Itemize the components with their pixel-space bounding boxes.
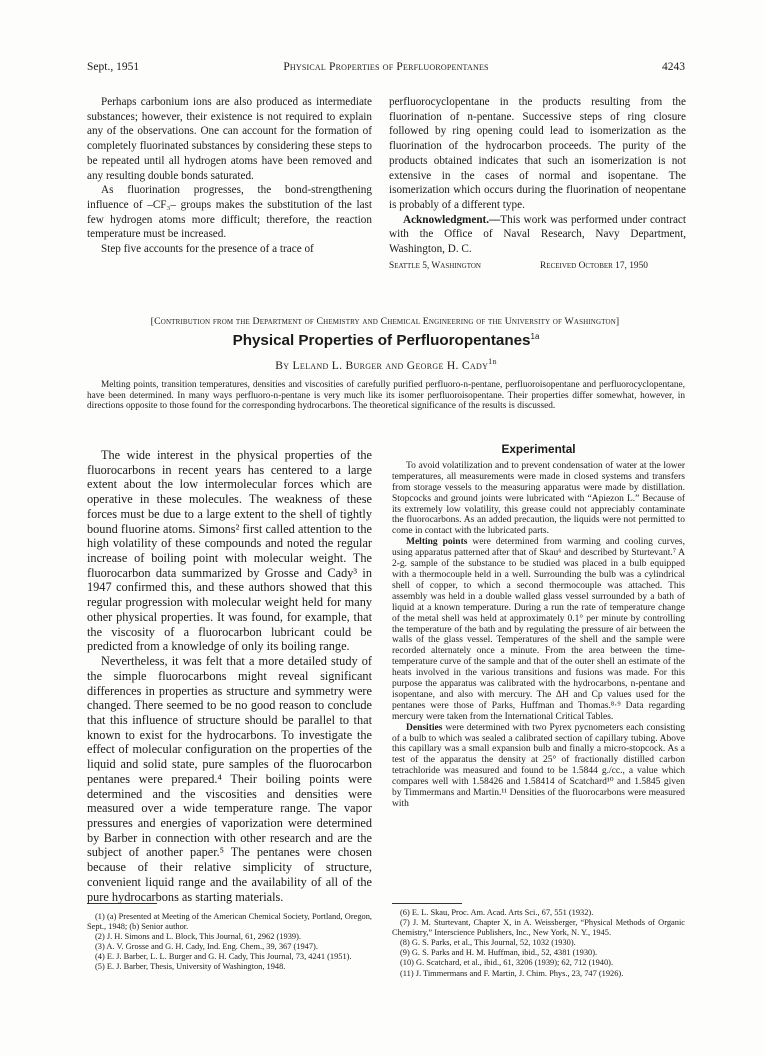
footnote: (3) A. V. Grosse and G. H. Cady, Ind. Eng. Chem., 39, 367 (1947). bbox=[95, 942, 318, 952]
footnote: (8) G. S. Parks, et al., This Journal, 52, 1032 (1930). bbox=[400, 938, 576, 948]
article-title: Physical Properties of Perfluoropentanes$^{1a}$ bbox=[232, 332, 540, 350]
author-address: Seattle 5, Washington bbox=[389, 260, 481, 271]
footnote: (10) G. Scatchard, et al., ibid., 61, 3206 (1939); 62, 712 (1940). bbox=[400, 958, 614, 968]
footnote: (6) E. L. Skau, Proc. Am. Acad. Arts Sci., 67, 551 (1932). bbox=[400, 908, 594, 917]
author-name: George H. Cady bbox=[406, 358, 489, 372]
paragraph: As fluorination progresses, the bond-strengthening influence of –CF₃– groups makes the substitution of the last few hydrogen atoms more difficult; therefore, the reaction temperature must be increased. bbox=[87, 184, 372, 241]
previous-article-left-column bbox=[87, 95, 372, 257]
acknowledgment-heading: Acknowledgment.— bbox=[403, 213, 501, 226]
paragraph: Nevertheless, it was felt that a more detailed study of the simple fluorocarbons might reveal significant differences in properties as structure and symmetry were changed. There seemed to be no good reason to conclude that this influence of structure should be parallel to that known to exist for the hydrocarbons. To investigate the effect of molecular configuration on the properties of the liquid and solid state, pure samples of the fluorocarbon pentanes were prepared.⁴ Their boiling points were determined and the viscosities and densities were measured over a wide temperature range. The vapor pressures and energies of vaporization were determined by Barber in connection with other research and are the subject of another paper.⁵ The pentanes were chosen because of their relative simplicity of structure, convenient liquid range and the availability of all of the pure hydrocarbons as starting materials. bbox=[87, 654, 372, 904]
author-footnote-marker: 1b bbox=[488, 357, 497, 366]
contribution-line: [Contribution from the Department of Chemistry and Chemical Engineering of the University of Washington] bbox=[150, 316, 620, 327]
footnote: (1) (a) Presented at Meeting of the American Chemical Society, Portland, Oregon, Sept., 1948; (b) Senior author. bbox=[87, 912, 372, 932]
footnote: (11) J. Timmermans and F. Martin, J. Chim. Phys., 23, 747 (1926). bbox=[400, 968, 624, 978]
footnote: (4) E. J. Barber, L. L. Burger and G. H. Cady, This Journal, 73, 4241 (1951). bbox=[95, 952, 352, 962]
page-number: 4243 bbox=[662, 61, 685, 73]
acknowledgment bbox=[389, 213, 686, 257]
footnote: (9) G. S. Parks and H. M. Huffman, ibid., 52, 4381 (1930). bbox=[400, 948, 598, 958]
footnotes-right bbox=[392, 908, 685, 979]
paragraph: Densities were determined with two Pyrex pycnometers each consisting of a bulb to which was sealed a calibrated section of capillary tubing. Above this capillary was a small expansion bulb and finally a micro-stopcock. As a test of the apparatus the density at 25° of fractionally distilled carbon tetrachloride was measured and found to be 1.5844 g./cc., a value which compares well with 1.58426 and 1.58414 of Scatchard¹⁰ and 1.5845 given by Timmermans and Martin.¹¹ Densities of the fluorocarbons were measured with bbox=[392, 722, 685, 809]
acknowledgment-text: This work was performed under contract with the Office of Naval Research, Navy Department, Washington, D. C. bbox=[389, 213, 686, 256]
title-footnote-marker: 1a bbox=[530, 332, 540, 341]
author-name: Leland L. Burger bbox=[292, 358, 383, 372]
footnote: (7) J. M. Sturtevant, Chapter X, in A. Weissberger, “Physical Methods of Organic Chemistry,” Interscience Publishers, Inc., New York, N. Y., 1945. bbox=[392, 918, 685, 938]
run-in-heading: Densities bbox=[406, 722, 443, 733]
section-heading: Experimental bbox=[501, 442, 576, 456]
submission-line bbox=[389, 259, 686, 274]
paragraph: The wide interest in the physical properties of the fluorocarbons in recent years has centered to a large extent about the low intermolecular forces which are operative in these molecules. The weakness of these forces must be due to a large extent to the shell of tightly bound fluorine atoms. Simons² first called attention to the high volatility of these compounds and noted the regular increase of boiling point with molecular weight. The fluorocarbon data summarized by Grosse and Cady³ in 1947 confirmed this, and these authors showed that this regular progression with molecular weight held for many other physical properties. It was found, for example, that the viscosity of a fluorocarbon lubricant could be predicted from a knowledge of only its boiling range. bbox=[87, 448, 372, 654]
body-left-column bbox=[87, 448, 372, 904]
paragraph: Melting points were determined from warming and cooling curves, using apparatus patterned after that of Skau⁶ and described by Sturtevant.⁷ A 2-g. sample of the substance to be studied was placed in a bulb equipped with a thermocouple held in a well. Surrounding the bulb was a cylindrical shell of copper, to which a second thermocouple was attached. This assembly was held in a double walled glass vessel surrounded by a bath of liquid at a known temperature. During a run the rate of temperature change of the metal shell was held at approximately 0.1° per minute by controlling the temperature of the bath and by regulating the pressure of air between the walls of the glass vessel. Temperatures of the shell and the sample were recorded alternately once a minute. From the area between the time-temperature curve of the sample and that of the outer shell an estimate of the heats involved in the various transitions and fusions was made. For this purpose the apparatus was calibrated with the hydrocarbons, n-pentane and isopentane, and also with mercury. The ΔH and Cp values used for the pentanes were those of Parks, Huffman and Thomas.⁸·⁹ Data regarding mercury were taken from the International Critical Tables. bbox=[392, 537, 685, 722]
abstract: Melting points, transition temperatures, densities and viscosities of carefully purified perfluoro-n-pentane, perfluoroisopentane and perfluorocyclopentane, have been determined. In many ways perfluoro-n-pentane is very much like its isomer perfluoroisopentane. Their properties differ somewhat, however, in directions opposite to those found for the corresponding hydrocarbons. The theoretical significance of the results is discussed. bbox=[87, 380, 685, 412]
footnote: (2) J. H. Simons and L. Block, This Journal, 61, 2962 (1939). bbox=[95, 932, 301, 942]
footnotes-left bbox=[87, 912, 372, 973]
run-in-heading: Melting points bbox=[406, 537, 468, 548]
paragraph: To avoid volatilization and to prevent condensation of water at the lower temperatures, all measurements were made in closed systems and transfers from storage vessels to the measuring apparatus were made by distillation. Stopcocks and ground joints were lubricated with “Apiezon L.” Because of its extremely low volatility, this grease could not appreciably contaminate the fluorocarbons. As an added precaution, the liquids were not permitted to come in contact with the lubricated parts. bbox=[392, 460, 685, 537]
paragraph: Step five accounts for the presence of a trace of bbox=[101, 243, 314, 256]
running-head bbox=[87, 61, 685, 77]
previous-article-right-column bbox=[389, 95, 686, 273]
footnote-rule bbox=[392, 903, 462, 904]
footnote: (5) E. J. Barber, Thesis, University of Washington, 1948. bbox=[95, 962, 286, 972]
experimental-section bbox=[392, 444, 685, 810]
running-title: Physical Properties of Perfluoropentanes bbox=[283, 61, 489, 73]
footnote-rule bbox=[87, 903, 157, 904]
author-line: By Leland L. Burger and George H. Cady$^{1b}$ bbox=[275, 357, 497, 372]
received-date: Received October 17, 1950 bbox=[540, 260, 648, 271]
issue-date: Sept., 1951 bbox=[87, 61, 140, 73]
paragraph: Perhaps carbonium ions are also produced as intermediate substances; however, their existence is not required to explain any of the observations. One can account for the formation of completely fluorinated substances by considering these steps to be repeated until all hydrogen atoms have been removed and any resulting double bonds saturated. bbox=[87, 96, 372, 182]
paragraph: perfluorocyclopentane in the products resulting from the fluorination of n-pentane. Successive steps of ring closure followed by ring opening could lead to isomerization as the fluorination of the hydrocarbon proceeds. The purity of the products obtained indicates that such an isomerization is not extensive in the cases of normal and isopentane. The isomerization which occurs during the fluorination of neopentane is probably of a different type. bbox=[389, 96, 686, 211]
